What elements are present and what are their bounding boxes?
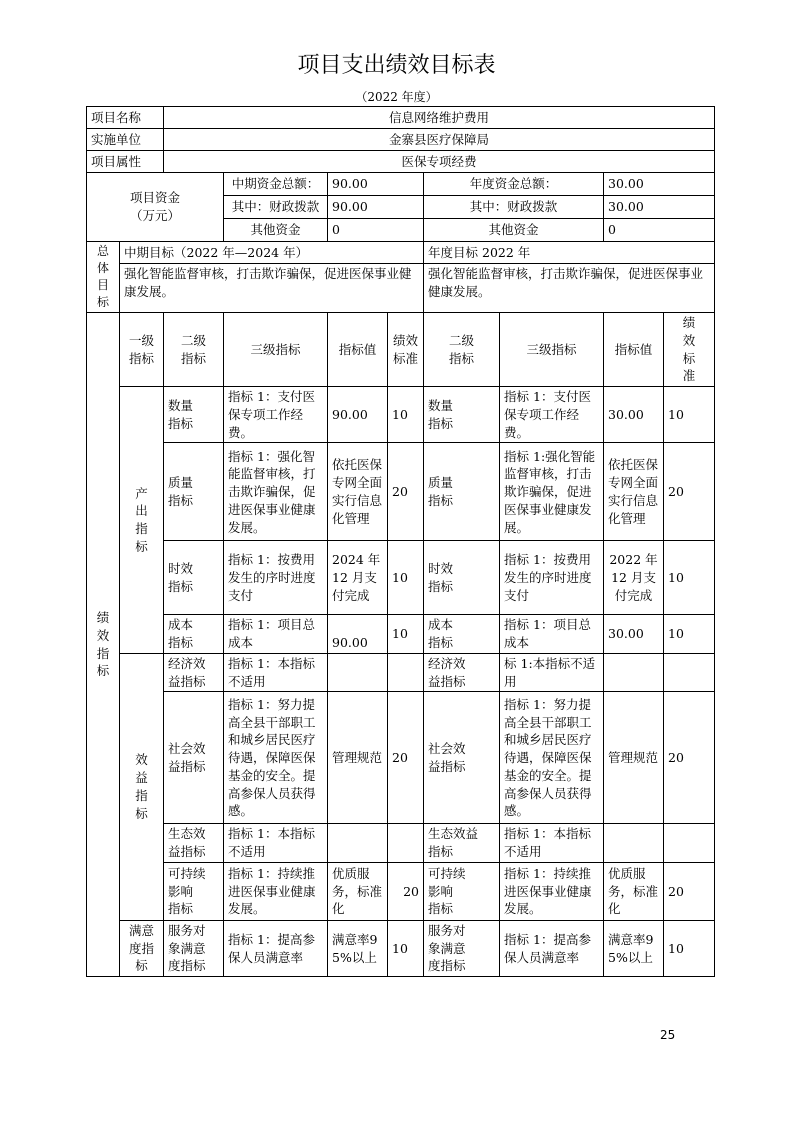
page-title: 项目支出绩效目标表 <box>297 53 496 78</box>
header-l3: 三级指标 <box>224 313 328 387</box>
year-val: 30.00 <box>604 387 664 443</box>
year-l2: 社会效 益指标 <box>424 692 500 824</box>
output-label: 产 出 指 标 <box>120 387 164 654</box>
year-total: 30.00 <box>604 173 715 196</box>
mid-std: 10 <box>388 920 424 976</box>
unit-label: 实施单位 <box>87 129 164 151</box>
year-val: 30.00 <box>604 615 664 654</box>
header-valb: 指标值 <box>604 313 664 387</box>
benefit-label: 效 益 指 标 <box>120 653 164 920</box>
mid-std: 20 <box>388 692 424 824</box>
attr-value: 医保专项经费 <box>164 151 715 173</box>
overall-label: 总 体 目 标 <box>87 242 120 313</box>
project-name-label: 项目名称 <box>87 107 164 129</box>
funds-label: 项目资金 （万元） <box>87 173 224 242</box>
mid-val: 优质服务，标准化 <box>328 862 388 920</box>
mid-l3: 指标 1：项目总成本 <box>224 615 328 654</box>
year-std: 20 <box>664 862 715 920</box>
year-val <box>604 824 664 863</box>
mid-val: 管理规范 <box>328 692 388 824</box>
year-std: 10 <box>664 920 715 976</box>
mid-std: 20 <box>388 443 424 541</box>
mid-l2: 服务对 象满意 度指标 <box>164 920 224 976</box>
year-std: 10 <box>664 615 715 654</box>
year-l3: 指标 1：持续推进医保事业健康发展。 <box>500 862 604 920</box>
mid-val <box>328 824 388 863</box>
mid-l3: 指标 1：本指标不适用 <box>224 653 328 692</box>
mid-l3: 指标 1：本指标不适用 <box>224 824 328 863</box>
year-std: 20 <box>664 692 715 824</box>
year-val: 满意率95%以上 <box>604 920 664 976</box>
mid-l2: 经济效 益指标 <box>164 653 224 692</box>
mid-l2: 成本 指标 <box>164 615 224 654</box>
header-l2b: 二级 指标 <box>424 313 500 387</box>
year-total-label: 年度资金总额： <box>424 173 604 196</box>
year-l2: 时效 指标 <box>424 541 500 615</box>
mid-l2: 时效 指标 <box>164 541 224 615</box>
year-std: 10 <box>664 541 715 615</box>
year-l3: 标 1:本指标不适用 <box>500 653 604 692</box>
mid-l2: 社会效 益指标 <box>164 692 224 824</box>
satisfaction-label: 满意 度指 标 <box>120 920 164 976</box>
mid-l2: 质量 指标 <box>164 443 224 541</box>
header-val: 指标值 <box>328 313 388 387</box>
mid-total-label: 中期资金总额： <box>224 173 328 196</box>
page-number: 25 <box>660 1028 676 1042</box>
year-l3: 指标 1：支付医保专项工作经费。 <box>500 387 604 443</box>
year-val: 管理规范 <box>604 692 664 824</box>
year-other: 0 <box>604 219 715 242</box>
mid-val <box>328 653 388 692</box>
mid-std: 20 <box>388 862 424 920</box>
page-subtitle: （2022 年度） <box>355 90 438 104</box>
year-l2: 成本 指标 <box>424 615 500 654</box>
mid-l2: 生态效 益指标 <box>164 824 224 863</box>
year-l3: 指标 1:强化智能监督审核，打击欺诈骗保，促进医保事业健康发展。 <box>500 443 604 541</box>
header-l1: 一级 指标 <box>120 313 164 387</box>
unit-value: 金寨县医疗保障局 <box>164 129 715 151</box>
year-fiscal-label: 其中：财政拨款 <box>424 196 604 219</box>
year-std: 10 <box>664 387 715 443</box>
header-l2: 二级 指标 <box>164 313 224 387</box>
mid-fiscal-label: 其中：财政拨款 <box>224 196 328 219</box>
header-std: 绩效 标准 <box>388 313 424 387</box>
year-l3: 指标 1：提高参保人员满意率 <box>500 920 604 976</box>
mid-std: 10 <box>388 615 424 654</box>
header-l3b: 三级指标 <box>500 313 604 387</box>
mid-total: 90.00 <box>328 173 424 196</box>
perf-label: 绩 效 指 标 <box>87 313 120 977</box>
year-val: 2022 年 12 月支付完成 <box>604 541 664 615</box>
mid-goal-text: 强化智能监督审核，打击欺诈骗保，促进医保事业健康发展。 <box>120 264 424 313</box>
mid-l3: 指标 1：强化智能监督审核，打击欺诈骗保，促进医保事业健康发展。 <box>224 443 328 541</box>
mid-l3: 指标 1：努力提高全县干部职工和城乡居民医疗待遇，保障医保基金的安全。提高参保人员获得感。 <box>224 692 328 824</box>
header-stdb: 绩 效 标 准 <box>664 313 715 387</box>
year-l2: 可持续 影响 指标 <box>424 862 500 920</box>
year-goal-text: 强化智能监督审核，打击欺诈骗保，促进医保事业健康发展。 <box>424 264 715 313</box>
year-l3: 指标 1：本指标不适用 <box>500 824 604 863</box>
mid-goal-header: 中期目标（2022 年—2024 年） <box>120 242 424 264</box>
mid-l3: 指标 1：按费用发生的序时进度支付 <box>224 541 328 615</box>
mid-std: 10 <box>388 387 424 443</box>
mid-other: 0 <box>328 219 424 242</box>
year-l2: 质量 指标 <box>424 443 500 541</box>
attr-label: 项目属性 <box>87 151 164 173</box>
year-l2: 生态效益 指标 <box>424 824 500 863</box>
year-std <box>664 824 715 863</box>
year-l2: 数量 指标 <box>424 387 500 443</box>
performance-table <box>86 106 715 977</box>
year-val <box>604 653 664 692</box>
year-fiscal: 30.00 <box>604 196 715 219</box>
mid-l3: 指标 1：提高参保人员满意率 <box>224 920 328 976</box>
mid-val: 90.00 <box>328 387 388 443</box>
year-goal-header: 年度目标 2022 年 <box>424 242 715 264</box>
year-l3: 指标 1：项目总成本 <box>500 615 604 654</box>
year-l3: 指标 1：努力提高全县干部职工和城乡居民医疗待遇，保障医保基金的安全。提高参保人员获得感。 <box>500 692 604 824</box>
year-std <box>664 653 715 692</box>
mid-std <box>388 824 424 863</box>
year-std: 20 <box>664 443 715 541</box>
mid-val: 满意率95%以上 <box>328 920 388 976</box>
mid-l3: 指标 1：支付医保专项工作经费。 <box>224 387 328 443</box>
mid-l2: 可持续 影响 指标 <box>164 862 224 920</box>
mid-val: 2024 年12 月支付完成 <box>328 541 388 615</box>
mid-l3: 指标 1：持续推进医保事业健康发展。 <box>224 862 328 920</box>
year-l3: 指标 1：按费用发生的序时进度支付 <box>500 541 604 615</box>
mid-std <box>388 653 424 692</box>
project-name: 信息网络维护费用 <box>164 107 715 129</box>
mid-val: 90.00 <box>328 615 388 654</box>
year-l2: 经济效 益指标 <box>424 653 500 692</box>
mid-val: 依托医保专网全面实行信息化管理 <box>328 443 388 541</box>
year-l2: 服务对 象满意 度指标 <box>424 920 500 976</box>
mid-other-label: 其他资金 <box>224 219 328 242</box>
mid-l2: 数量 指标 <box>164 387 224 443</box>
mid-std: 10 <box>388 541 424 615</box>
year-val: 依托医保专网全面实行信息化管理 <box>604 443 664 541</box>
year-val: 优质服务，标准化 <box>604 862 664 920</box>
mid-fiscal: 90.00 <box>328 196 424 219</box>
year-other-label: 其他资金 <box>424 219 604 242</box>
